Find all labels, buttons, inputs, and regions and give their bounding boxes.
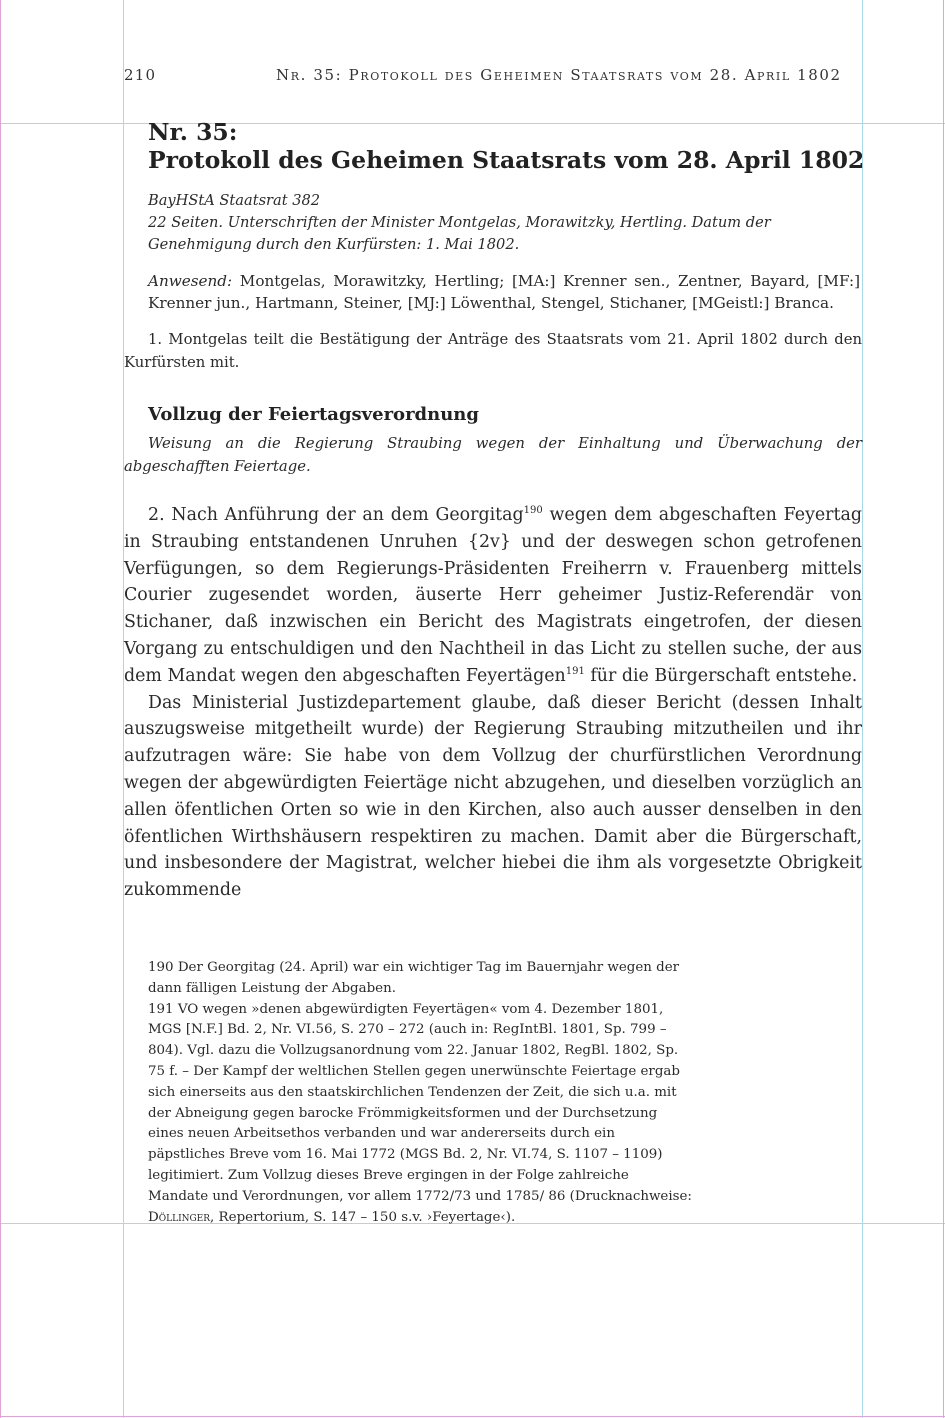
attendance-list: Montgelas, Morawitzky, Hertling; [MA:] Krenner sen., Zentner, Bayard, [MF:] Krenner jun., Hartmann, Steiner, [MJ:] Löwenthal, Stengel, Stichaner, [MGeistl:] Branca. [148,272,861,312]
page-edge-right [943,0,944,1418]
agenda-item-1: 1. Montgelas teilt die Bestätigung der Anträge des Staatsrats vom 21. April 1802 durch den Kurfürsten mit. [124,331,862,371]
document-title-text: Protokoll des Geheimen Staatsrats vom 28. April 1802 [148,146,865,174]
footnote-191-author: Döllinger [148,1209,211,1225]
footnotes [148,958,693,1228]
archive-source: BayHStA Staatsrat 382 [148,192,321,209]
running-head-title: Nr. 35: Protokoll des Geheimen Staatsrats vom 28. April 1802 [276,66,842,84]
document-number: Nr. 35: [148,118,238,146]
footnote-191-part-a: 191 VO wegen »denen abgewürdigten Feyertägen« vom 4. Dezember 1801, MGS [N.F.] Bd. 2, Nr. VI.56, S. 270 – 272 (auch in: RegIntBl. 1801, Sp. 799 – 804). Vgl. dazu die Vollzugsanordnung vom 22. Januar 1802, RegBl. 1802, Sp. 75 f. – Der Kampf der weltlichen Stellen gegen unerwünschte Feiertage ergab sich einerseits aus den staatskirchlichen Tendenzen der Zeit, die sich u.a. mit der Abneigung gegen barocke Frömmigkeitsformen und der Durchsetzung eines neuen Arbeitsethos verbanden und war andererseits durch ein päpstliches Breve vom 16. Mai 1772 (MGS Bd. 2, Nr. VI.74, S. 1107 – 1109) legitimiert. Zum Vollzug dieses Breve ergingen in der Folge zahlreiche Mandate und Verordnungen, vor allem 1772/73 und 1785/ 86 (Drucknachweise: [148,1001,692,1204]
section-subheading: Weisung an die Regierung Straubing wegen der Einhaltung und Überwachung der abgeschafften Feiertage. [124,435,862,475]
paragraph-1-part-b: wegen dem abgeschaften Feyertag in Straubing entstandenen Unruhen {2v} und der deswegen schon getrofenen Verfügungen, so dem Regierungs-Präsidenten Freiherrn v. Frauenberg mittels Courier zugesendet worden, äuserte Herr geheimer Justiz-Referendär von Stichaner, daß inzwischen ein Bericht des Magistrats eingetrofen, der diesen Vorgang zu entschuldigen und den Nachtheil in das Licht zu stellen suche, der aus dem Mandat wegen den abgeschaften Feyertägen [124,505,862,686]
page-edge-left [0,0,1,1418]
page-edge-bottom [0,1416,945,1417]
footnote-ref-190[interactable]: 190 [523,505,543,516]
margin-guide-right [862,0,863,1418]
source-note [148,190,860,256]
main-text [124,502,862,904]
paragraph-1-part-c: für die Bürgerschaft entstehe. [584,665,858,686]
attendance [148,270,860,314]
page-number: 210 [124,66,157,84]
section-heading: Vollzug der Feiertagsverordnung [148,404,479,425]
footnote-190: 190 Der Georgitag (24. April) war ein wichtiger Tag im Bauernjahr wegen der dann fälligen Leistung der Abgaben. [148,960,680,996]
paragraph-2: Das Ministerial Justizdepartement glaube, daß dieser Bericht (dessen Inhalt auszugsweise mitgetheilt wurde) der Regierung Straubing mitzutheilen und ihr aufzutragen wäre: Sie habe von dem Vollzug der churfürstlichen Verordnung wegen der abgewürdigten Feiertäge nicht abzugehen, und dieselben vorzüglich an allen öfentlichen Orten so wie in den Kirchen, also auch ausser denselben in den öfentlichen Wirthshäusern respektiren zu machen. Damit aber die Bürgerschaft, und insbesondere der Magistrat, welcher hiebei die ihm als vorgesetzte Obrigkeit zukommende [124,692,862,901]
paragraph-1 [124,502,862,690]
paragraph-1-part-a: 2. Nach Anführung der an dem Georgitag [148,505,524,525]
footnote-191-part-b: , Repertorium, S. 147 – 150 s.v. ›Feyertage‹). [210,1209,516,1225]
footnote-191 [148,1000,693,1229]
footnote-ref-191[interactable]: 191 [565,665,585,677]
document-description: 22 Seiten. Unterschriften der Minister Montgelas, Morawitzky, Hertling. Datum der Genehmigung durch den Kurfürsten: 1. Mai 1802. [148,214,771,253]
document-title [148,118,868,174]
attendance-label: Anwesend: [148,272,233,290]
